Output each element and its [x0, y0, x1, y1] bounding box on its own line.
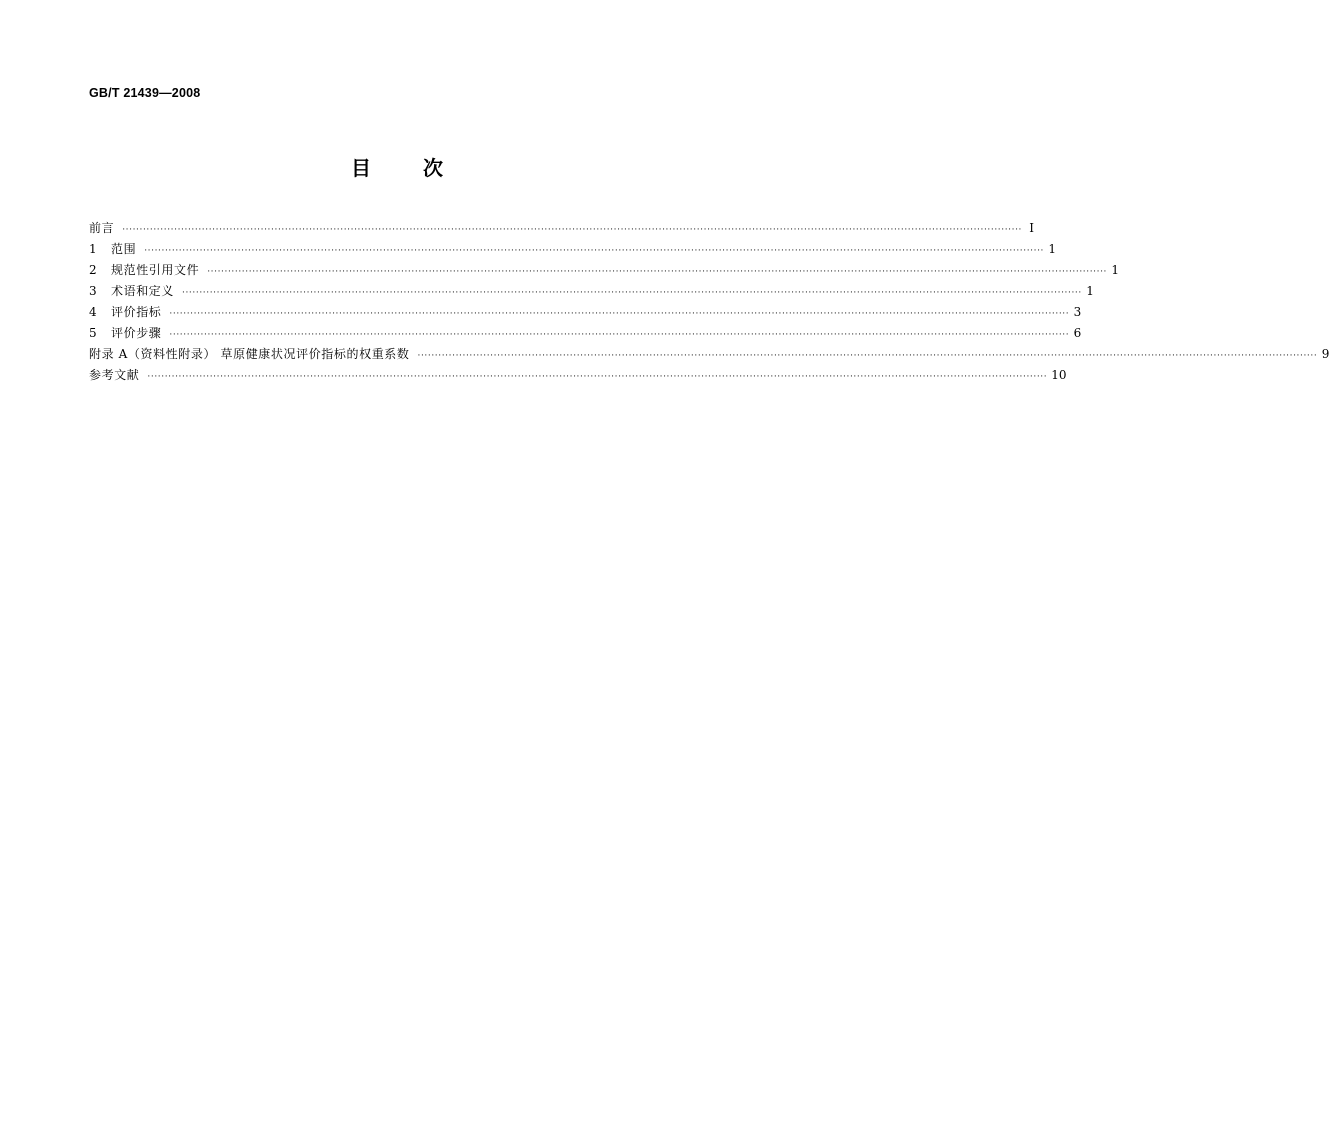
- toc-dot-leader: ····································································································································································································································································: [144, 246, 1045, 256]
- toc-entry-page: 10: [1051, 368, 1067, 382]
- toc-entry-page: 9: [1321, 347, 1329, 361]
- toc-entry-number: 1: [89, 242, 97, 256]
- toc-entry-number: 5: [89, 326, 97, 340]
- toc-dot-leader: ····································································································································································································································································: [417, 351, 1318, 361]
- toc-entry-label: 规范性引用文件: [111, 263, 200, 277]
- toc-entry-page: Ⅰ: [1029, 221, 1035, 235]
- toc-entry-label: 范围: [111, 242, 137, 256]
- page-title: [0, 152, 794, 181]
- toc-entry-label: 评价指标: [111, 305, 162, 319]
- toc-entry-foreword[interactable]: [89, 218, 1035, 239]
- toc-entry-label: 前言: [89, 221, 115, 235]
- toc-dot-leader: ····································································································································································································································································: [169, 330, 1070, 340]
- toc-dot-leader: ····································································································································································································································································: [147, 372, 1048, 382]
- standard-number: GB/T 21439—2008: [89, 86, 201, 100]
- toc-entry-annex-a[interactable]: [89, 344, 1329, 365]
- page-title-part-2: 次: [423, 156, 443, 180]
- toc-entry-evaluation-steps[interactable]: [89, 323, 1082, 344]
- toc-entry-page: 3: [1073, 305, 1082, 319]
- page-title-part-1: 目: [351, 156, 371, 180]
- toc-entry-page: 1: [1048, 242, 1057, 256]
- toc-entry-number: 3: [89, 284, 97, 298]
- toc-entry-scope[interactable]: [89, 239, 1057, 260]
- toc-entry-bibliography[interactable]: [89, 365, 1067, 386]
- toc-dot-leader: ····································································································································································································································································: [122, 225, 1023, 235]
- toc-dot-leader: ····································································································································································································································································: [207, 267, 1108, 277]
- table-of-contents: [89, 218, 1329, 386]
- toc-entry-normative-references[interactable]: [89, 260, 1120, 281]
- toc-entry-label: 评价步骤: [111, 326, 162, 340]
- toc-entry-page: 1: [1111, 263, 1120, 277]
- toc-entry-label: 参考文献: [89, 368, 140, 382]
- toc-entry-number: 2: [89, 263, 97, 277]
- toc-entry-label: 术语和定义: [111, 284, 175, 298]
- toc-entry-label: 附录 A（资料性附录） 草原健康状况评价指标的权重系数: [89, 347, 410, 361]
- toc-entry-terms-definitions[interactable]: [89, 281, 1094, 302]
- toc-entry-number: 4: [89, 305, 97, 319]
- toc-entry-page: 1: [1086, 284, 1094, 298]
- toc-dot-leader: ····································································································································································································································································: [169, 309, 1070, 319]
- toc-dot-leader: ····································································································································································································································································: [182, 288, 1082, 298]
- toc-entry-page: 6: [1073, 326, 1082, 340]
- toc-entry-evaluation-indicators[interactable]: [89, 302, 1082, 323]
